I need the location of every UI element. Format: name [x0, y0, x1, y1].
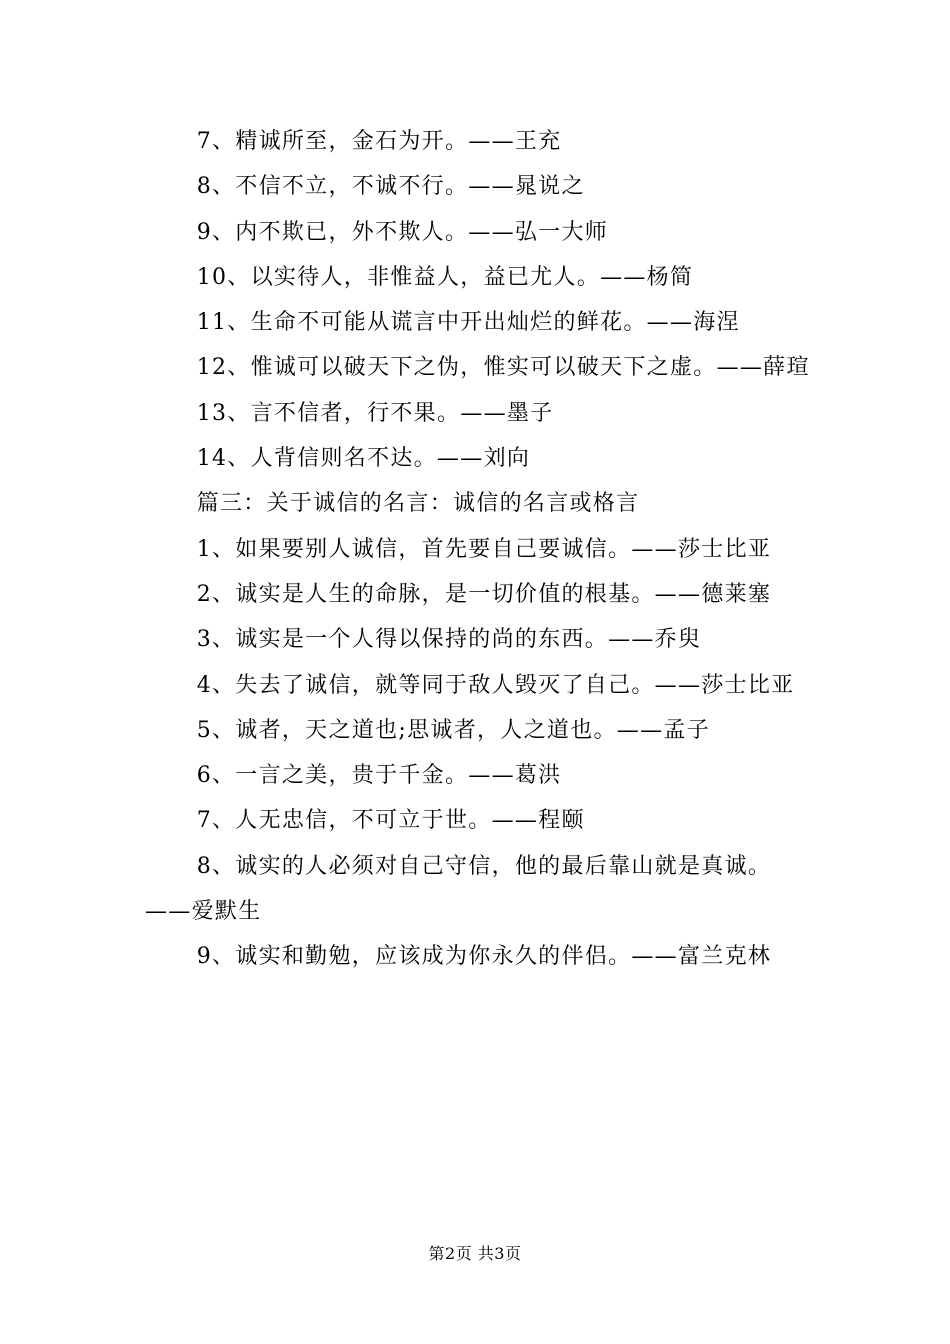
paragraph: 7、人无忠信，不可立于世。——程颐: [196, 808, 585, 834]
section-heading: 篇三：关于诚信的名言：诚信的名言或格言: [196, 491, 640, 517]
paragraph: 9、内不欺已，外不欺人。——弘一大师: [196, 219, 609, 245]
paragraph: 5、诚者，天之道也;思诚者，人之道也。——孟子: [196, 717, 710, 743]
paragraph: 4、失去了诚信，就等同于敌人毁灭了自己。——莎士比亚: [196, 672, 795, 698]
paragraph: 12、惟诚可以破天下之伪，惟实可以破天下之虚。——薛瑄: [196, 355, 810, 381]
page-footer: 第2页 共3页: [428, 1244, 522, 1263]
paragraph: 6、一言之美，贵于千金。——葛洪: [196, 763, 562, 789]
paragraph: 1、如果要别人诚信，首先要自己要诚信。——莎士比亚: [196, 536, 772, 562]
paragraph: 8、不信不立，不诚不行。——晁说之: [196, 174, 585, 200]
paragraph: 14、人背信则名不达。——刘向: [196, 446, 531, 472]
paragraph: 9、诚实和勤勉，应该成为你永久的伴侣。——富兰克林: [196, 944, 772, 970]
paragraph: 2、诚实是人生的命脉，是一切价值的根基。——德莱塞: [196, 581, 772, 607]
paragraph: 11、生命不可能从谎言中开出灿烂的鲜花。——海涅: [196, 310, 740, 336]
paragraph: 10、以实待人，非惟益人，益已尤人。——杨简: [196, 264, 694, 290]
paragraph: 13、言不信者，行不果。——墨子: [196, 400, 554, 426]
paragraph: 8、诚实的人必须对自己守信，他的最后靠山就是真诚。——爱默生: [145, 853, 772, 925]
paragraph: 3、诚实是一个人得以保持的尚的东西。——乔臾: [196, 627, 702, 653]
paragraph: 7、精诚所至，金石为开。——王充: [196, 129, 562, 154]
document-body: [145, 119, 815, 980]
